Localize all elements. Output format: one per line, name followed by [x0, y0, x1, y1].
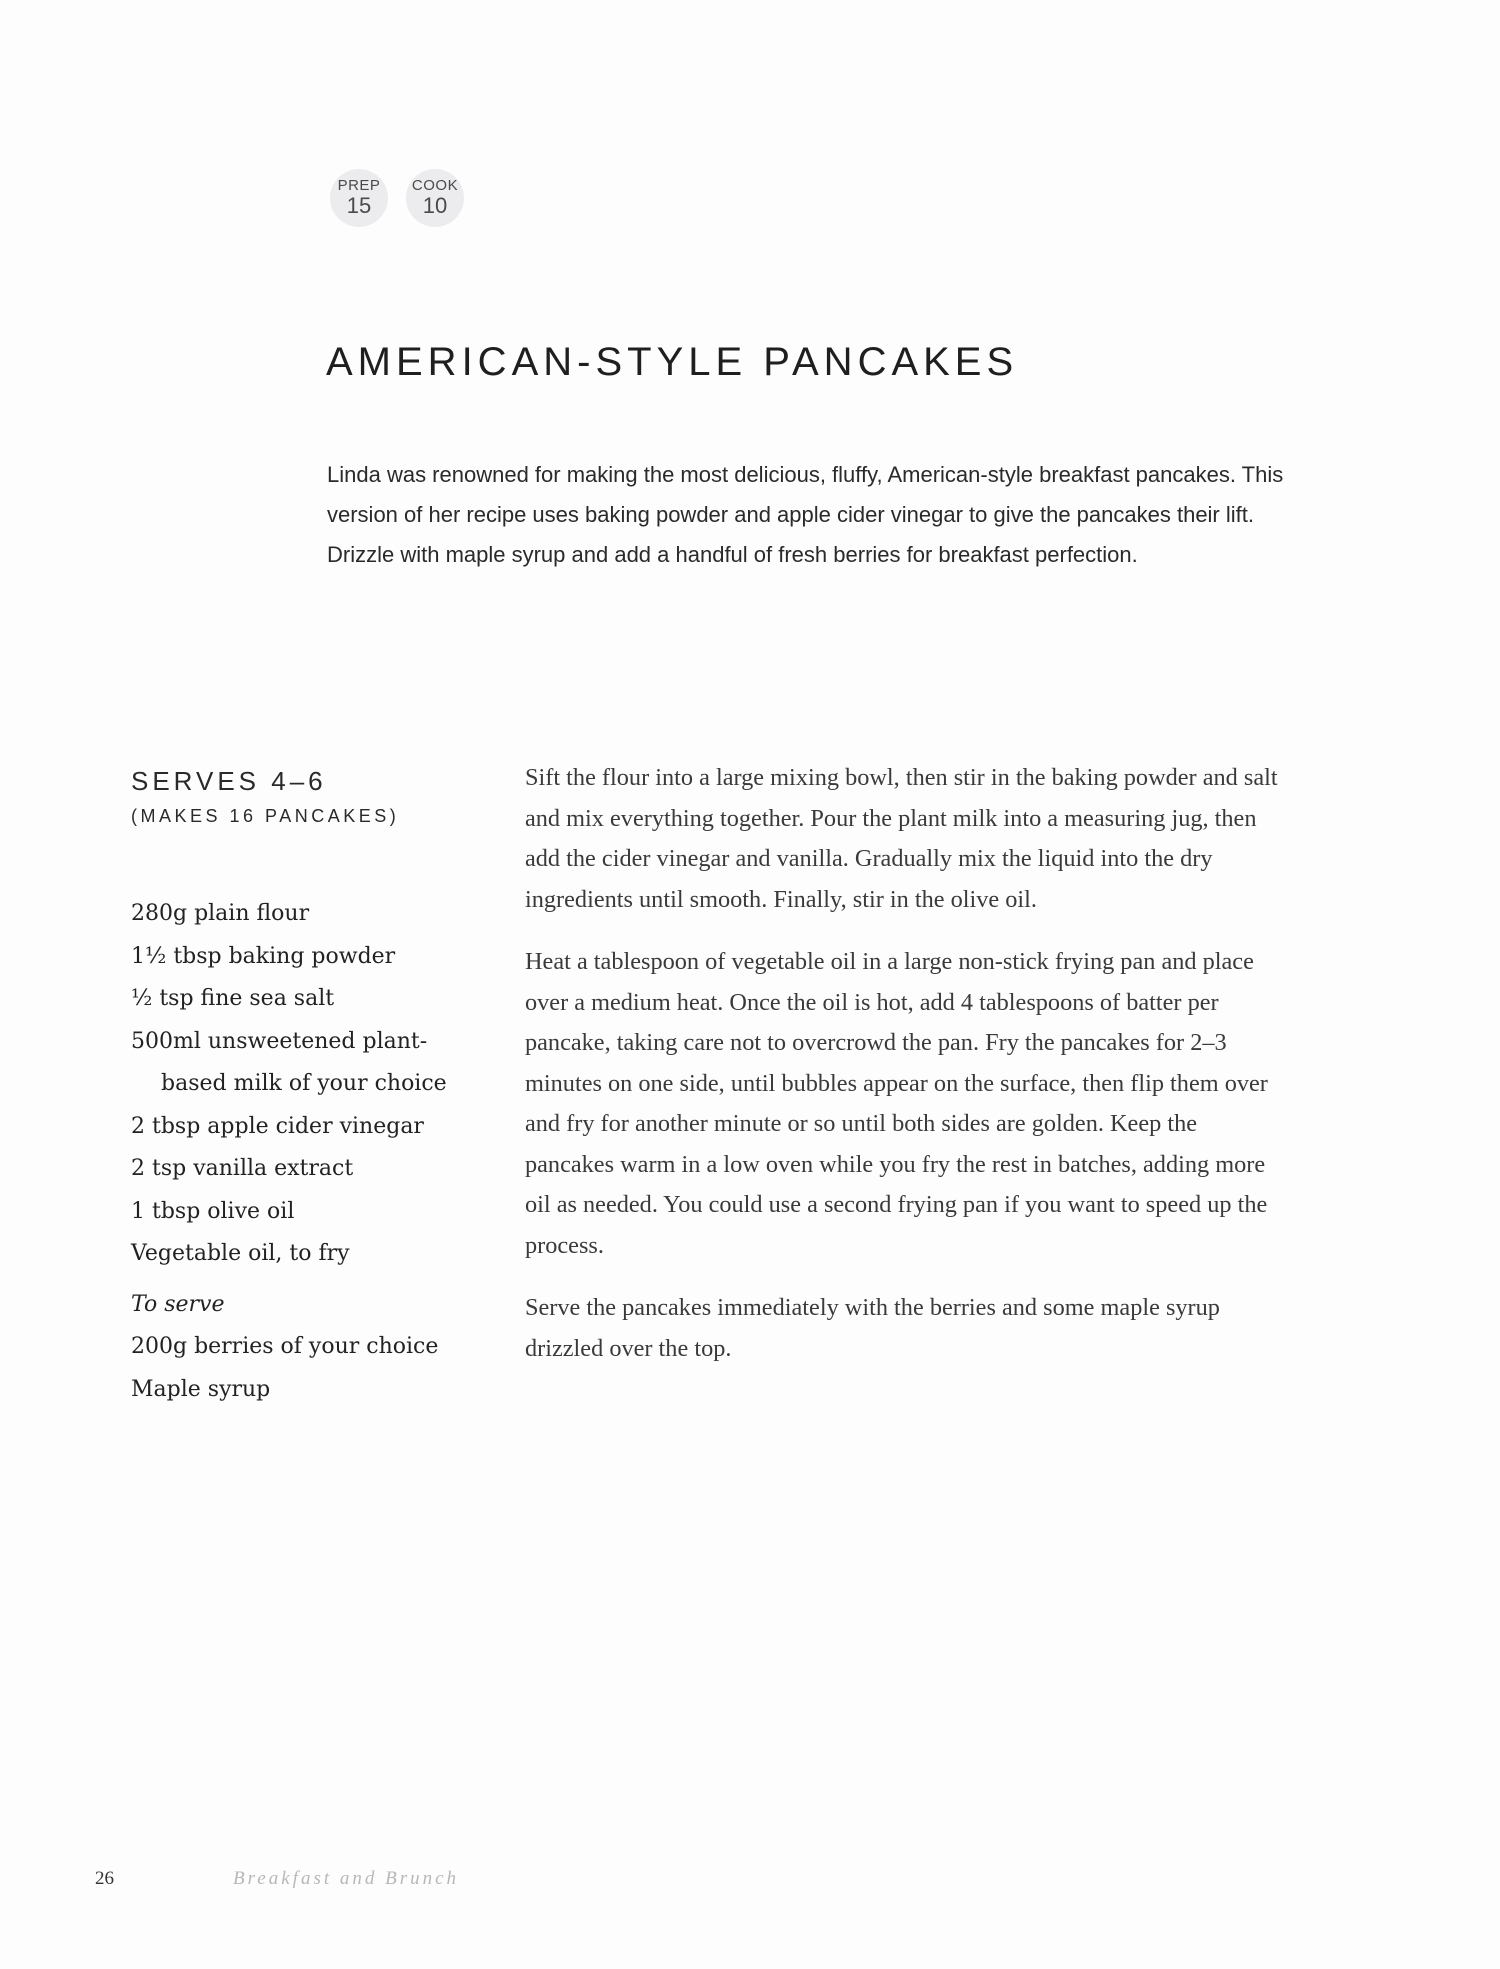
ingredient-item: 1 tbsp olive oil — [131, 1198, 295, 1224]
cook-time-badge — [406, 169, 464, 227]
method-paragraph: Sift the flour into a large mixing bowl, then stir in the baking powder and salt and mix everything together. Pour the plant milk into a measuring jug, then add the cider vinegar and vanilla. Gradually mix the liquid into the dry ingredients until smooth. Finally, stir in the olive oil. — [525, 764, 1278, 913]
ingredient-item: 500ml unsweetened plant-based milk of your choice — [131, 1028, 447, 1096]
ingredient-item: Vegetable oil, to fry — [131, 1241, 350, 1266]
ingredient-item: ½ tsp fine sea salt — [131, 986, 335, 1011]
prep-time-badge — [330, 169, 388, 227]
method-steps — [525, 758, 1280, 1391]
makes-subheading: (MAKES 16 PANCAKES) — [131, 806, 400, 826]
ingredient-item: 2 tsp vanilla extract — [131, 1156, 354, 1181]
prep-value: 15 — [346, 193, 372, 218]
recipe-intro: Linda was renowned for making the most delicious, fluffy, American-style breakfast pancakes. This version of her recipe uses baking powder and apple cider vinegar to give the pancakes their lift. Drizzle with maple syrup and add a handful of fresh berries for breakfast perfection. — [327, 462, 1284, 567]
recipe-title: AMERICAN-STYLE PANCAKES — [326, 340, 1019, 384]
serving-item: Maple syrup — [131, 1376, 271, 1402]
cook-label: COOK — [411, 177, 459, 194]
to-serve-heading: To serve — [131, 1291, 225, 1317]
ingredient-item: 1½ tbsp baking powder — [131, 943, 396, 969]
ingredient-item: 2 tbsp apple cider vinegar — [131, 1113, 424, 1139]
page-number: 26 — [95, 1868, 114, 1889]
ingredient-list — [131, 893, 491, 1411]
method-paragraph: Heat a tablespoon of vegetable oil in a large non-stick frying pan and place over a medium heat. Once the oil is hot, add 4 tablespoons of batter per pancake, taking care not to overcrowd the pan. Fry the pancakes for 2–3 minutes on one side, until bubbles appear on the surface, then flip them over and fry for another minute or so until both sides are golden. Keep the pancakes warm in a low oven while you fry the rest in batches, adding more oil as needed. You could use a second frying pan if you want to speed up the process. — [525, 948, 1268, 1259]
cook-value: 10 — [422, 193, 448, 218]
ingredient-item: 280g plain flour — [131, 901, 310, 926]
prep-label: PREP — [337, 177, 381, 194]
method-paragraph: Serve the pancakes immediately with the berries and some maple syrup drizzled over the top. — [525, 1294, 1220, 1362]
serves-heading: SERVES 4–6 — [131, 766, 327, 796]
section-name: Breakfast and Brunch — [233, 1868, 460, 1889]
serving-item: 200g berries of your choice — [131, 1334, 439, 1359]
